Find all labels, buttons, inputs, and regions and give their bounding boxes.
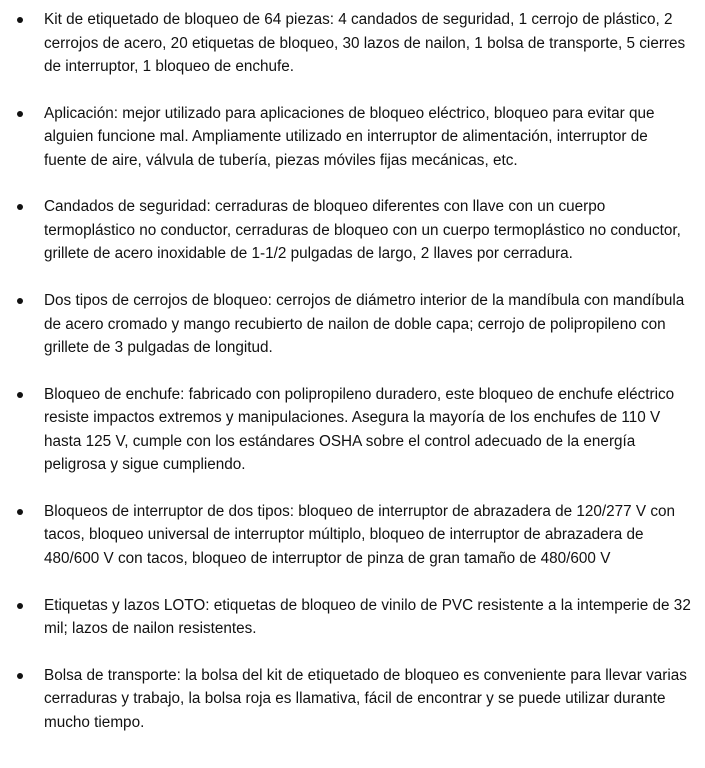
list-item-text: Aplicación: mejor utilizado para aplicaciones de bloqueo eléctrico, bloqueo para evitar que alguien funcione mal. Ampliamente utilizado en interruptor de alimentación, interruptor de fuente de aire, válvula de tubería, piezas móviles fijas mecánicas, etc. — [44, 104, 655, 169]
list-item-text: Bloqueo de enchufe: fabricado con polipropileno duradero, este bloqueo de enchufe eléctrico resiste impactos extremos y manipulaciones. Asegura la mayoría de los enchufes de 110 V hasta 125 V, cumple con los estándares OSHA sobre el control adecuado de la energía peligrosa y sigue cumpliendo. — [44, 385, 675, 474]
list-item-text: Candados de seguridad: cerraduras de bloqueo diferentes con llave con un cuerpo termoplástico no conductor, cerraduras de bloqueo con un cuerpo termoplástico no conductor, grillete de acero inoxidable de 1-1/2 pulgadas de largo, 2 llaves por cerradura. — [44, 198, 681, 263]
list-item — [0, 289, 705, 360]
bullet-icon — [17, 17, 23, 23]
list-item — [0, 8, 705, 79]
bullet-icon — [17, 392, 23, 398]
list-item-text: Etiquetas y lazos LOTO: etiquetas de bloqueo de vinilo de PVC resistente a la intemperie de 32 mil; lazos de nailon resistentes. — [44, 596, 691, 638]
list-item — [0, 500, 705, 571]
bullet-icon — [17, 298, 23, 304]
list-item — [0, 594, 705, 641]
list-item — [0, 383, 705, 477]
bullet-icon — [17, 111, 23, 117]
list-item-text: Bolsa de transporte: la bolsa del kit de etiquetado de bloqueo es conveniente para llevar varias cerraduras y trabajo, la bolsa roja es llamativa, fácil de encontrar y se puede utilizar durante mucho tiempo. — [44, 666, 687, 731]
list-item — [0, 102, 705, 173]
bullet-icon — [17, 204, 23, 210]
list-item-text: Bloqueos de interruptor de dos tipos: bloqueo de interruptor de abrazadera de 120/277 V con tacos, bloqueo universal de interruptor múltiplo, bloqueo de interruptor de abrazadera de 480/600 V con tacos, bloqueo de interruptor de pinza de gran tamaño de 480/600 V — [44, 502, 676, 567]
bullet-icon — [17, 509, 23, 515]
list-item-text: Kit de etiquetado de bloqueo de 64 piezas: 4 candados de seguridad, 1 cerrojo de plástico, 2 cerrojos de acero, 20 etiquetas de bloqueo, 30 lazos de nailon, 1 bolsa de transporte, 5 cierres de interruptor, 1 bloqueo de enchufe. — [44, 11, 686, 75]
feature-bullet-list — [0, 8, 705, 758]
bullet-icon — [17, 673, 23, 679]
list-item — [0, 195, 705, 266]
list-item-text: Dos tipos de cerrojos de bloqueo: cerrojos de diámetro interior de la mandíbula con mandíbula de acero cromado y mango recubierto de nailon de doble capa; cerrojo de polipropileno con grillete de 3 pulgadas de longitud. — [44, 292, 685, 357]
bullet-icon — [17, 603, 23, 609]
list-item — [0, 664, 705, 735]
